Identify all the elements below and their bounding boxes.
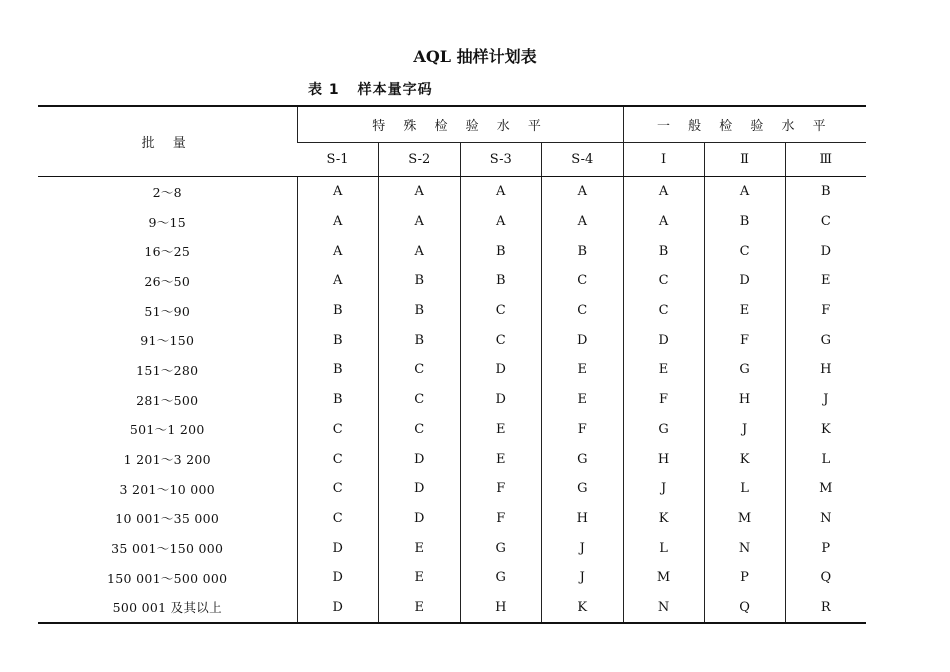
code-letter-cell: L	[704, 474, 785, 504]
code-letter-cell: C	[542, 266, 624, 296]
code-letter-cell: F	[623, 385, 704, 415]
lot-size-cell: 3 201～10 000	[119, 481, 216, 497]
lot-size-cell: 151～280	[136, 362, 199, 378]
document-title: AQL 抽样计划表	[413, 47, 537, 66]
code-letter-cell: D	[460, 355, 542, 385]
code-letter-cell: D	[297, 593, 379, 623]
code-letter-cell: B	[623, 236, 704, 266]
code-letter-cell: M	[623, 563, 704, 593]
code-letter-cell: A	[379, 236, 461, 266]
lot-size-cell: 500 001 及其以上	[112, 600, 222, 616]
code-letter-cell: E	[460, 444, 542, 474]
code-letter-cell: P	[785, 533, 866, 563]
code-letter-table	[38, 107, 866, 622]
code-letter-cell: L	[785, 444, 866, 474]
code-letter-cell: E	[785, 266, 866, 296]
code-letter-cell: J	[542, 533, 624, 563]
code-letter-cell: A	[542, 177, 624, 207]
code-letter-cell: C	[785, 207, 866, 237]
code-letter-cell: G	[542, 474, 624, 504]
code-letter-cell: E	[623, 355, 704, 385]
table-row	[38, 325, 866, 355]
level-header-i: Ⅰ	[623, 143, 704, 177]
code-letter-cell: B	[460, 236, 542, 266]
code-letter-cell: A	[297, 207, 379, 237]
lot-size-cell: 10 001～35 000	[115, 511, 220, 527]
level-header-s3: S-3	[460, 143, 542, 177]
table-row	[38, 474, 866, 504]
code-letter-cell: N	[623, 593, 704, 623]
code-letter-cell: D	[297, 533, 379, 563]
table-row	[38, 533, 866, 563]
level-header-s2: S-2	[379, 143, 461, 177]
code-letter-cell: F	[542, 415, 624, 445]
code-letter-cell: B	[785, 177, 866, 207]
code-letter-cell: K	[542, 593, 624, 623]
code-letter-cell: A	[379, 207, 461, 237]
code-letter-cell: A	[542, 207, 624, 237]
code-letter-cell: C	[623, 296, 704, 326]
code-letter-cell: M	[704, 504, 785, 534]
code-letter-cell: D	[297, 563, 379, 593]
code-letter-cell: B	[297, 325, 379, 355]
table-row	[38, 296, 866, 326]
table-title: 样本量字码	[357, 82, 433, 98]
lot-size-header: 批 量	[38, 107, 297, 177]
code-letter-cell: A	[623, 207, 704, 237]
code-letter-cell: C	[297, 444, 379, 474]
code-letter-cell: F	[460, 504, 542, 534]
code-letter-cell: A	[460, 177, 542, 207]
code-letter-cell: H	[542, 504, 624, 534]
code-letter-cell: K	[623, 504, 704, 534]
code-letter-cell: J	[704, 415, 785, 445]
code-letter-cell: B	[297, 385, 379, 415]
code-letter-cell: F	[704, 325, 785, 355]
table-row	[38, 444, 866, 474]
lot-size-cell: 35 001～150 000	[111, 541, 224, 557]
code-letter-cell: G	[460, 533, 542, 563]
code-letter-cell: C	[297, 415, 379, 445]
code-letter-cell: E	[379, 533, 461, 563]
code-letter-cell: D	[379, 444, 461, 474]
header-row-groups	[38, 107, 866, 143]
code-letter-cell: K	[785, 415, 866, 445]
code-letter-cell: C	[379, 385, 461, 415]
code-letter-cell: A	[379, 177, 461, 207]
code-letter-cell: D	[785, 236, 866, 266]
code-letter-cell: E	[542, 355, 624, 385]
code-letter-cell: M	[785, 474, 866, 504]
lot-size-cell: 281～500	[136, 392, 199, 408]
code-letter-cell: G	[704, 355, 785, 385]
code-letter-cell: B	[297, 355, 379, 385]
table-row	[38, 504, 866, 534]
code-letter-cell: Q	[785, 563, 866, 593]
lot-size-cell: 9～15	[148, 214, 187, 230]
code-letter-cell: B	[379, 325, 461, 355]
table-row	[38, 177, 866, 207]
code-letter-cell: C	[460, 325, 542, 355]
code-letter-cell: K	[704, 444, 785, 474]
code-letter-cell: A	[460, 207, 542, 237]
code-letter-cell: G	[785, 325, 866, 355]
code-letter-cell: C	[297, 504, 379, 534]
special-inspection-level-header: 特 殊 检 验 水 平	[297, 107, 623, 143]
code-letter-cell: B	[297, 296, 379, 326]
code-letter-cell: E	[704, 296, 785, 326]
level-header-s4: S-4	[542, 143, 624, 177]
code-letter-cell: F	[785, 296, 866, 326]
lot-size-cell: 2～8	[152, 184, 182, 200]
code-letter-cell: C	[542, 296, 624, 326]
code-letter-cell: H	[623, 444, 704, 474]
code-letter-cell: R	[785, 593, 866, 623]
code-letter-cell: H	[460, 593, 542, 623]
code-letter-cell: B	[704, 207, 785, 237]
code-letter-cell: L	[623, 533, 704, 563]
code-letter-cell: N	[704, 533, 785, 563]
code-letter-cell: G	[623, 415, 704, 445]
table-row	[38, 563, 866, 593]
lot-size-cell: 1 201～3 200	[123, 452, 211, 468]
code-letter-cell: A	[297, 177, 379, 207]
lot-size-cell: 26～50	[144, 273, 191, 289]
table-row	[38, 593, 866, 623]
lot-size-cell: 51～90	[144, 303, 191, 319]
code-letter-cell: N	[785, 504, 866, 534]
code-letter-cell: E	[379, 563, 461, 593]
code-letter-cell: A	[297, 266, 379, 296]
code-letter-cell: D	[379, 474, 461, 504]
code-letter-cell: Q	[704, 593, 785, 623]
table-row	[38, 415, 866, 445]
level-header-s1: S-1	[297, 143, 379, 177]
code-letter-cell: C	[460, 296, 542, 326]
code-letter-cell: A	[297, 236, 379, 266]
code-letter-cell: A	[623, 177, 704, 207]
table-body	[38, 177, 866, 623]
code-letter-cell: B	[460, 266, 542, 296]
general-inspection-level-header: 一 般 检 验 水 平	[623, 107, 866, 143]
code-letter-cell: D	[460, 385, 542, 415]
code-letter-cell: D	[623, 325, 704, 355]
table-row	[38, 207, 866, 237]
code-letter-cell: B	[379, 266, 461, 296]
code-letter-cell: D	[704, 266, 785, 296]
code-letter-cell: B	[379, 296, 461, 326]
code-letter-cell: E	[379, 593, 461, 623]
table-row	[38, 385, 866, 415]
table-header	[38, 107, 866, 177]
code-letter-cell: H	[785, 355, 866, 385]
lot-size-cell: 16～25	[144, 244, 191, 260]
level-header-ii: Ⅱ	[704, 143, 785, 177]
code-letter-cell: E	[460, 415, 542, 445]
code-letter-cell: C	[379, 415, 461, 445]
code-letter-cell: D	[379, 504, 461, 534]
code-letter-cell: G	[460, 563, 542, 593]
code-letter-cell: A	[704, 177, 785, 207]
code-letter-cell: G	[542, 444, 624, 474]
table-number: 表 1	[308, 82, 340, 98]
code-letter-cell: F	[460, 474, 542, 504]
code-letter-cell: D	[542, 325, 624, 355]
code-letter-cell: J	[542, 563, 624, 593]
lot-size-cell: 91～150	[140, 333, 195, 349]
code-letter-cell: C	[297, 474, 379, 504]
sample-size-code-table	[38, 105, 866, 624]
code-letter-cell: B	[542, 236, 624, 266]
lot-size-cell: 501～1 200	[129, 422, 205, 438]
table-row	[38, 236, 866, 266]
code-letter-cell: E	[542, 385, 624, 415]
level-header-iii: Ⅲ	[785, 143, 866, 177]
code-letter-cell: P	[704, 563, 785, 593]
table-row	[38, 266, 866, 296]
lot-size-cell: 150 001～500 000	[107, 570, 228, 586]
code-letter-cell: H	[704, 385, 785, 415]
code-letter-cell: C	[704, 236, 785, 266]
code-letter-cell: C	[379, 355, 461, 385]
code-letter-cell: C	[623, 266, 704, 296]
table-row	[38, 355, 866, 385]
code-letter-cell: J	[623, 474, 704, 504]
table-caption	[308, 79, 433, 99]
code-letter-cell: J	[785, 385, 866, 415]
